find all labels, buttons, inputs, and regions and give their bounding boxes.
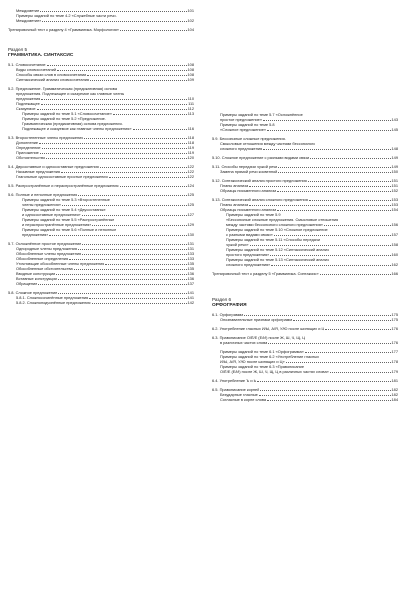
toc-entry-page: 113 — [187, 111, 194, 116]
dot-leader — [120, 30, 187, 31]
toc-entry-page: 166 — [391, 271, 398, 276]
toc-entry-title: сложного предложения — [220, 146, 263, 151]
toc-entry-page: 143 — [391, 117, 398, 122]
toc-entry-page: 116 — [187, 126, 194, 131]
dot-leader — [42, 148, 187, 149]
toc-entry-title: Примеры заданий по теме 5.10 «Сложное предложение — [226, 227, 328, 232]
dot-leader — [277, 191, 390, 192]
toc-entry-title: Согласные в корне слова — [220, 397, 267, 402]
toc-entry-title: Вставные конструкции — [16, 276, 57, 281]
toc-entry-title: 5.10. Сложное предложение с разными видами связи — [212, 155, 310, 160]
toc-entry-page: 136 — [187, 276, 194, 281]
toc-entry-page: 149 — [391, 155, 398, 160]
dot-leader — [268, 343, 390, 344]
toc-entry-title: Примеры заданий по теме 5.4 «Двусоставные — [22, 207, 106, 212]
toc-entry-title: Смысловые отношения между частями бессоюзного — [220, 141, 316, 146]
toc-entry-page: 150 — [391, 169, 398, 174]
toc-entry-title: Примеры заданий по теме 5.12 «Синтаксический анализ — [226, 247, 329, 252]
toc-entry-page: 153 — [391, 197, 398, 202]
toc-entry-page: 153 — [391, 202, 398, 207]
toc-entry-title: 5.2. Предложение. Грамматическая (предикативная) основа — [8, 86, 117, 91]
toc-entry-title: Обращение — [16, 281, 38, 286]
toc-entry-page: 109 — [187, 77, 194, 82]
toc-entry-title: и нераспространённые предложения» — [22, 222, 92, 227]
toc-entry-title: сложного предложения» — [226, 262, 271, 267]
toc-entry-title: Тренировочный тест к разделу 5 «Грамматика. Синтаксис» — [212, 271, 319, 276]
toc-entry-title: «Сложное предложение» — [220, 127, 267, 132]
toc-entry — [8, 300, 194, 305]
toc-entry-title: 6.3. Правописание О/Ё/Е (Е/И) после Ж, Ш, Ч, Щ, Ц — [212, 335, 306, 340]
section-title: ОРФОГРАФИЯ — [212, 303, 247, 308]
toc-entry-page: 135 — [187, 266, 194, 271]
toc-entry-page: 176 — [391, 326, 398, 331]
section-number: Раздел 6 — [212, 297, 232, 302]
toc-entry-page: 131 — [187, 241, 194, 246]
dot-leader — [113, 114, 187, 115]
toc-entry-page: 184 — [391, 397, 398, 402]
toc-entry-title: Примеры заданий по теме 5.11 «Способы передачи — [226, 237, 321, 242]
toc-entry-title: Замена прямой речи косвенной — [220, 169, 278, 174]
toc-entry-page: 145 — [391, 127, 398, 132]
toc-entry-page: 133 — [187, 251, 194, 256]
toc-entry-page: 120 — [187, 155, 194, 160]
toc-entry-page: 101 — [187, 8, 194, 13]
toc-entry-title: Назывные предложения — [16, 169, 61, 174]
toc-entry-page: 152 — [391, 188, 398, 193]
toc-entry-title: чужой речи» — [226, 242, 249, 247]
spacer — [212, 276, 398, 294]
toc-entry — [212, 397, 398, 402]
toc-entry-title: 5.1. Словосочетание — [8, 62, 46, 67]
dot-leader — [40, 153, 187, 154]
toc-entry-title: И/Ы, А/Я, У/Ю после шипящих и Ц» — [220, 359, 285, 364]
dot-leader — [263, 120, 391, 121]
toc-entry-title: Обстоятельство — [16, 155, 46, 160]
toc-entry-title: Междометие» — [16, 18, 42, 23]
toc-entry-title: Безударные гласные — [220, 392, 258, 397]
dot-leader — [40, 11, 186, 12]
dot-leader — [270, 255, 390, 256]
toc-entry-title: Сказуемое — [16, 106, 36, 111]
dot-leader — [259, 395, 391, 396]
dot-leader — [69, 259, 186, 260]
toc-entry-title: «Бессоюзные сложные предложения. Смысловые отношения — [226, 217, 339, 222]
toc-entry-title: между частями бессоюзного сложного предложения» — [226, 222, 323, 227]
toc-entry-page: 104 — [187, 27, 194, 32]
section-title: ГРАММАТИКА. СИНТАКСИС — [8, 53, 74, 58]
toc-entry-title: Обособленные определения — [16, 256, 69, 261]
toc-entry-title: Примеры заданий по теме 5.2 «Предложение. — [22, 116, 106, 121]
dot-leader — [58, 293, 186, 294]
toc-entry-title: 6.2. Употребление гласных И/Ы, А/Я, У/Ю после шипящих и Ц — [212, 326, 325, 331]
toc-entry-title: 5.13. Синтаксический анализ сложного предложения — [212, 197, 308, 202]
toc-entry-page: 125 — [187, 192, 194, 197]
dot-leader — [267, 130, 390, 131]
dot-leader — [57, 70, 186, 71]
dot-leader — [249, 205, 390, 206]
dot-leader — [38, 284, 186, 285]
dot-leader — [89, 298, 186, 299]
toc-entry-page: 129 — [187, 222, 194, 227]
toc-entry-page: 136 — [187, 271, 194, 276]
toc-entry-title: Планы анализа — [220, 202, 249, 207]
dot-leader — [249, 186, 390, 187]
toc-entry-title: Способы связи слов в словосочетании — [16, 72, 87, 77]
toc-entry-title: Примеры заданий по теме 5.1 «Словосочетание» — [22, 111, 112, 116]
dot-leader — [263, 149, 390, 150]
section-header — [8, 47, 194, 59]
toc-entry-page: 122 — [187, 169, 194, 174]
toc-entry-page: 141 — [187, 290, 194, 295]
toc-entry-page: 156 — [391, 222, 398, 227]
toc-entry-title: Подлежащее и сказуемое как главные члены предложения» — [22, 126, 132, 131]
dot-leader — [271, 265, 390, 266]
toc-entry-title: 5.8.2. Сложноподчинённые предложения — [16, 300, 91, 305]
dot-leader — [324, 225, 391, 226]
toc-entry-title: Обособленные члены предложения — [16, 251, 82, 256]
toc-entry-title: 5.6. Полные и неполные предложения — [8, 192, 78, 197]
toc-entry-title: Примеры заданий по теме 6.2 «Употребление гласных — [220, 354, 320, 359]
toc-entry-page: 111 — [188, 101, 194, 106]
toc-entry-title: Вводные конструкции — [16, 271, 56, 276]
dot-leader — [82, 244, 186, 245]
toc-entry-page: 154 — [391, 207, 398, 212]
dot-leader — [37, 109, 187, 110]
toc-entry-page: 181 — [391, 378, 398, 383]
dot-leader — [47, 65, 187, 66]
toc-entry-page: 112 — [187, 106, 194, 111]
toc-entry-title: Примеры заданий по теме 4.2 «Служебные части речи. — [16, 13, 117, 18]
section-number: Раздел 5 — [8, 47, 28, 52]
dot-leader — [277, 210, 390, 211]
toc-entry-title: Опознавательные признаки орфограмм — [220, 317, 292, 322]
toc-entry-page: 119 — [187, 150, 194, 155]
toc-entry-page: 141 — [187, 295, 194, 300]
toc-entry-page: 110 — [187, 96, 194, 101]
toc-entry-title: Уточняющие обособленные члены предложения — [16, 261, 105, 266]
toc-entry-title: Примеры заданий по теме 6.1 «Орфограмма» — [220, 349, 304, 354]
toc-entry-title: Примеры заданий по теме 5.8 — [220, 122, 275, 127]
toc-entry-title: Образцы письменного анализа — [220, 207, 277, 212]
toc-entry-title: Виды словосочетаний — [16, 67, 57, 72]
toc-entry-page: 162 — [391, 262, 398, 267]
dot-leader — [56, 274, 186, 275]
toc-entry-page: 148 — [391, 146, 398, 151]
toc-entry-title: простого предложения» — [226, 252, 270, 257]
toc-entry-title: члены предложения» — [22, 202, 61, 207]
toc-entry-title: Однородные члены предложения — [16, 246, 77, 251]
toc-entry-title: Примеры заданий по теме 5.7 «Осложнённое — [220, 112, 303, 117]
toc-entry-page: 160 — [391, 252, 398, 257]
dot-leader — [92, 225, 186, 226]
dot-leader — [320, 274, 391, 275]
dot-leader — [87, 75, 186, 76]
toc-entry-title: Синтаксический анализ словосочетания — [16, 77, 90, 82]
toc-entry-title: Образцы письменного анализа — [220, 188, 277, 193]
toc-entry-title: Дополнение — [16, 140, 39, 145]
dot-leader — [84, 138, 186, 139]
toc-entry-page: 118 — [187, 135, 194, 140]
dot-leader — [330, 372, 391, 373]
toc-entry-title: в различных частях слова — [220, 340, 268, 345]
dot-leader — [62, 205, 187, 206]
toc-entry-title: Грамматическая (предикативная) основа предложения. — [22, 121, 123, 126]
dot-leader — [260, 390, 390, 391]
dot-leader — [250, 245, 391, 246]
toc-entry-page: 124 — [187, 183, 194, 188]
dot-leader — [257, 381, 390, 382]
toc-entry-title: 5.9. Бессоюзные сложные предложения. — [212, 136, 286, 141]
dot-leader — [267, 400, 390, 401]
dot-leader — [133, 129, 187, 130]
toc-entry-page: 135 — [187, 261, 194, 266]
toc-right-column — [212, 0, 398, 612]
dot-leader — [39, 143, 187, 144]
dot-leader — [293, 320, 391, 321]
toc-entry-page: 176 — [391, 340, 398, 345]
dot-leader — [325, 329, 390, 330]
dot-leader — [41, 104, 187, 105]
toc-entry-title: Примеры заданий по теме 5.5 «Распространённые — [22, 217, 115, 222]
toc-entry-title: предложения» — [22, 232, 49, 237]
toc-entry-title: 6.4. Употребление Ъ и Ь — [212, 378, 257, 383]
spacer — [8, 32, 194, 44]
dot-leader — [42, 21, 186, 22]
toc-entry-page: 179 — [391, 369, 398, 374]
toc-entry-page: 178 — [391, 359, 398, 364]
toc-entry-title: Междометие — [16, 8, 40, 13]
dot-leader — [78, 195, 186, 196]
toc-entry-title: предложения — [16, 96, 41, 101]
dot-leader — [286, 362, 391, 363]
dot-leader — [305, 352, 391, 353]
toc-entry-title: 5.5. Распространённые и нераспространённые предложения — [8, 183, 119, 188]
toc-entry-page: 102 — [187, 18, 194, 23]
toc-left-column — [8, 0, 194, 508]
toc-entry-page: 182 — [391, 387, 398, 392]
toc-entry-title: Глагольные односоставные простые предложения — [16, 174, 108, 179]
toc-entry-title: Приложение — [16, 150, 39, 155]
toc-entry-title: Подлежащее — [16, 101, 40, 106]
toc-entry-title: предложения. Подлежащее и сказуемое как главные члены — [16, 91, 125, 96]
toc-entry-page: 122 — [187, 164, 194, 169]
dot-leader — [105, 264, 186, 265]
toc-entry-title: О/Ё/Е (Е/И) после Ж, Ш, Ч, Щ, Ц в различных частях слова» — [220, 369, 329, 374]
toc-entry-title: 5.12. Синтаксический анализ простого предложения — [212, 178, 307, 183]
dot-leader — [278, 167, 390, 168]
dot-leader — [109, 177, 187, 178]
toc-entry-page: 182 — [391, 392, 398, 397]
toc-entry-title: 5.11. Способы передачи чужой речи — [212, 164, 278, 169]
toc-entry-page: 130 — [187, 232, 194, 237]
toc-entry-page: 108 — [187, 62, 194, 67]
dot-leader — [46, 158, 186, 159]
dot-leader — [309, 200, 391, 201]
dot-leader — [100, 167, 187, 168]
toc-entry-page: 119 — [187, 145, 194, 150]
toc-entry-title: Примеры заданий по теме 5.13 «Синтаксический анализ — [226, 257, 329, 262]
dot-leader — [82, 215, 187, 216]
toc-entry-title: 5.8.1. Сложносочинённые предложения — [16, 295, 89, 300]
toc-entry-page: 125 — [187, 202, 194, 207]
toc-entry-title: Примеры заданий по теме 5.3 «Второстепенные — [22, 197, 110, 202]
toc-entry-page: 177 — [391, 349, 398, 354]
dot-leader — [41, 99, 187, 100]
toc-entry-page: 175 — [391, 312, 398, 317]
toc-entry-title: 6.1. Орфограмма — [212, 312, 244, 317]
toc-entry-page: 108 — [187, 72, 194, 77]
section-header — [212, 297, 398, 309]
toc-entry-page: 137 — [187, 281, 194, 286]
toc-entry-title: Примеры заданий по теме 5.6 «Полные и неполные — [22, 227, 117, 232]
dot-leader — [61, 172, 186, 173]
toc-entry-page: 127 — [187, 212, 194, 217]
toc-entry-page: 149 — [391, 164, 398, 169]
toc-entry-title: и односоставные предложения» — [22, 212, 81, 217]
toc-entry-page: 142 — [187, 300, 194, 305]
toc-entry-title: 5.7. Осложнённое простое предложение — [8, 241, 82, 246]
toc-entry-page: 157 — [391, 232, 398, 237]
dot-leader — [78, 249, 187, 250]
toc-entry-title: Определение — [16, 145, 41, 150]
dot-leader — [244, 315, 390, 316]
toc-entry-page: 151 — [391, 183, 398, 188]
toc-entry-title: 5.8. Сложное предложение — [8, 290, 58, 295]
toc-entry-title: Планы анализа — [220, 183, 249, 188]
toc-entry-title: 5.3. Второстепенные члены предложения — [8, 135, 84, 140]
toc-entry-page: 151 — [391, 178, 398, 183]
toc-entry-title: Примеры заданий по теме 6.3 «Правописание — [220, 364, 304, 369]
toc-entry-title: с разными видами связи» — [226, 232, 273, 237]
dot-leader — [308, 181, 391, 182]
dot-leader — [92, 303, 187, 304]
dot-leader — [82, 254, 186, 255]
toc-entry-title: 5.4. Двусоставные и односоставные предложения — [8, 164, 99, 169]
dot-leader — [49, 235, 186, 236]
dot-leader — [274, 235, 391, 236]
toc-entry-page: 122 — [187, 174, 194, 179]
toc-entry-title: простое предложение» — [220, 117, 262, 122]
dot-leader — [90, 80, 186, 81]
dot-leader — [310, 158, 390, 159]
toc-entry-page: 131 — [187, 246, 194, 251]
toc-entry-page: 108 — [187, 67, 194, 72]
toc-entry-title: 6.5. Правописание корней — [212, 387, 260, 392]
toc-entry-page: 158 — [391, 242, 398, 247]
dot-leader — [120, 186, 187, 187]
dot-leader — [58, 279, 187, 280]
dot-leader — [278, 172, 390, 173]
toc-entry-title: Примеры заданий по теме 5.9 — [226, 212, 281, 217]
toc-entry-page: 118 — [187, 140, 194, 145]
toc-entry-page: 175 — [391, 317, 398, 322]
toc-entry-title: Обособленные обстоятельства — [16, 266, 73, 271]
toc-entry-title: Тренировочный тест к разделу 4 «Грамматика. Морфология» — [8, 27, 119, 32]
toc-entry-page: 133 — [187, 256, 194, 261]
dot-leader — [74, 269, 187, 270]
